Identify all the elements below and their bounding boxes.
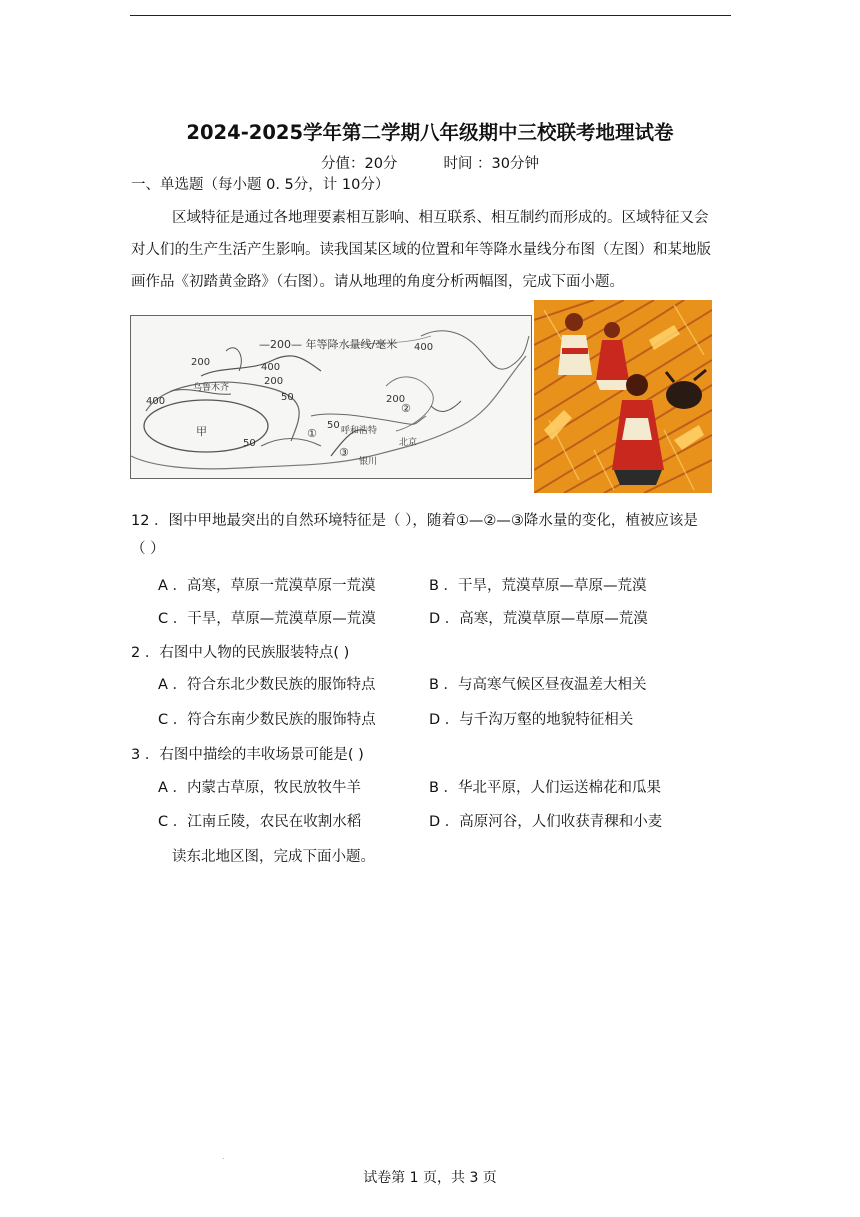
page-mark: . <box>222 1152 225 1161</box>
label-beijing: 北京 <box>399 438 418 448</box>
label-hohhot: 呼和浩特 <box>341 426 378 436</box>
score-label: 分值：20分 <box>320 156 398 172</box>
harvest-print-artwork <box>534 300 712 493</box>
isoline-50-mid: 50 <box>327 420 340 431</box>
marker-3: ③ <box>339 446 349 459</box>
isoline-50-low: 50 <box>243 438 256 449</box>
label-urumqi: 乌鲁木齐 <box>193 383 230 393</box>
top-rule <box>130 15 731 16</box>
precipitation-map <box>130 315 532 479</box>
q12-option-b: B ．干旱，荒漠草原—草原—荒漠 <box>429 578 647 594</box>
isoline-400-right: 400 <box>414 342 434 353</box>
q2-option-d: D ．与千沟万壑的地貌特征相关 <box>429 712 634 728</box>
q3-option-b: B ．华北平原，人们运送棉花和瓜果 <box>429 780 662 796</box>
closing-instruction: 读东北地区图，完成下面小题。 <box>172 849 375 865</box>
isoline-400-left: 400 <box>146 396 166 407</box>
q3-option-c: C ．江南丘陵，农民在收割水稻 <box>158 814 362 830</box>
map-legend: —200— 年等降水量线/毫米 <box>259 338 398 351</box>
q2-option-a: A ．符合东北少数民族的服饰特点 <box>158 677 376 693</box>
label-yinchuan: 银川 <box>359 457 378 467</box>
q2-option-b: B ．与高寒气候区昼夜温差大相关 <box>429 677 647 693</box>
q2-option-c: C ．符合东南少数民族的服饰特点 <box>158 712 376 728</box>
isoline-200-a: 200 <box>191 357 211 368</box>
marker-1: ① <box>307 427 317 440</box>
exam-meta <box>0 152 860 173</box>
time-label: 时间 ：30分钟 <box>443 156 539 172</box>
q3-stem: 3 ．右图中描绘的丰收场景可能是( ) <box>131 747 364 763</box>
isoline-200-mid: 200 <box>386 394 406 405</box>
intro-line-3: 画作品《初踏黄金路》（右图）。请从地理的角度分析两幅图，完成下面小题。 <box>131 274 624 290</box>
section-heading: 一、单选题（每小题 0. 5分，计 10分） <box>131 177 390 193</box>
page-footer: 试卷第 1 页，共 3 页 <box>363 1170 497 1186</box>
q12-option-c: C ．干旱，草原—荒漠草原—荒漠 <box>158 611 376 627</box>
intro-line-1: 区域特征是通过各地理要素相互影响、相互联系、相互制约而形成的。区域特征又会 <box>172 210 709 226</box>
isoline-200-c: 200 <box>264 376 284 387</box>
q12-option-a: A ．高寒，草原一荒漠草原一荒漠 <box>158 578 376 594</box>
q12-stem: 12 ．图中甲地最突出的自然环境特征是（ ），随着①—②—③降水量的变化，植被应该是 <box>131 513 698 529</box>
marker-2: ② <box>401 402 411 415</box>
q3-option-d: D ．高原河谷，人们收获青稞和小麦 <box>429 814 663 830</box>
exam-title: 2024-2025学年第二学期八年级期中三校联考地理试卷 <box>186 121 674 144</box>
isoline-400-b: 400 <box>261 362 281 373</box>
q12-stem-cont: （ ） <box>131 541 165 557</box>
isoline-50-a: 50 <box>281 392 294 403</box>
label-jia: 甲 <box>196 425 207 438</box>
q12-option-d: D ．高寒，荒漠草原—草原—荒漠 <box>429 611 648 627</box>
intro-line-2: 对人们的生产生活产生影响。读我国某区域的位置和年等降水量线分布图（左图）和某地版 <box>131 242 711 258</box>
q3-option-a: A ．内蒙古草原，牧民放牧牛羊 <box>158 780 362 796</box>
q2-stem: 2 ．右图中人物的民族服装特点( ) <box>131 645 350 661</box>
